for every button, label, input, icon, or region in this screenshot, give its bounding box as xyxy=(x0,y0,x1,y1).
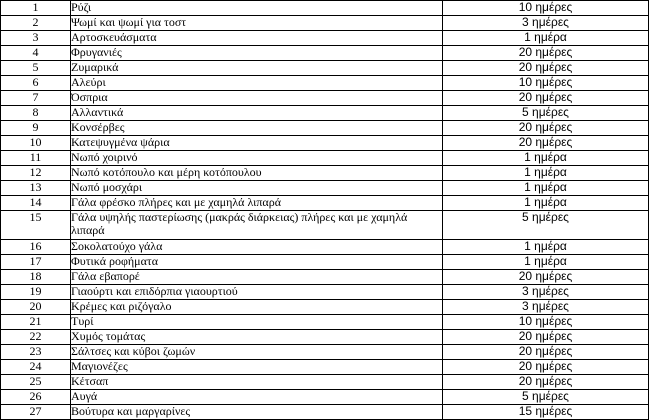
row-number: 19 xyxy=(1,285,71,300)
product-name: Κέτσαπ xyxy=(71,375,443,390)
duration-value: 1 ημέρα xyxy=(443,181,649,196)
product-name: Γάλα εβαπορέ xyxy=(71,270,443,285)
table-row xyxy=(1,360,649,375)
product-name: Αλλαντικά xyxy=(71,106,443,121)
table-row xyxy=(1,136,649,151)
duration-value: 5 ημέρες xyxy=(443,390,649,405)
row-number: 14 xyxy=(1,196,71,211)
row-number: 1 xyxy=(1,1,71,16)
product-name: Νωπό χοιρινό xyxy=(71,151,443,166)
row-number: 25 xyxy=(1,375,71,390)
product-name: Ψωμί και ψωμί για τοστ xyxy=(71,16,443,31)
table-row xyxy=(1,285,649,300)
duration-value: 1 ημέρα xyxy=(443,166,649,181)
table-row xyxy=(1,300,649,315)
duration-value: 3 ημέρες xyxy=(443,285,649,300)
row-number: 18 xyxy=(1,270,71,285)
row-number: 24 xyxy=(1,360,71,375)
duration-value: 3 ημέρες xyxy=(443,16,649,31)
row-number: 13 xyxy=(1,181,71,196)
row-number: 2 xyxy=(1,16,71,31)
duration-value: 10 ημέρες xyxy=(443,1,649,16)
row-number: 7 xyxy=(1,91,71,106)
duration-value: 1 ημέρα xyxy=(443,151,649,166)
table-row xyxy=(1,390,649,405)
product-name: Βούτυρα και μαργαρίνες xyxy=(71,405,443,420)
table-row xyxy=(1,330,649,345)
product-name: Ζυμαρικά xyxy=(71,61,443,76)
table-row xyxy=(1,166,649,181)
table-row xyxy=(1,315,649,330)
product-name: Κρέμες και ριζόγαλο xyxy=(71,300,443,315)
product-name: Χυμός τομάτας xyxy=(71,330,443,345)
row-number: 21 xyxy=(1,315,71,330)
row-number: 12 xyxy=(1,166,71,181)
product-name: Σοκολατούχο γάλα xyxy=(71,240,443,255)
row-number: 20 xyxy=(1,300,71,315)
table-row xyxy=(1,121,649,136)
product-name: Κονσέρβες xyxy=(71,121,443,136)
duration-value: 20 ημέρες xyxy=(443,136,649,151)
row-number: 23 xyxy=(1,345,71,360)
row-number: 9 xyxy=(1,121,71,136)
table-row xyxy=(1,345,649,360)
table-row xyxy=(1,211,649,240)
product-name: Μαγιονέζες xyxy=(71,360,443,375)
duration-value: 1 ημέρα xyxy=(443,255,649,270)
table-row xyxy=(1,255,649,270)
duration-value: 10 ημέρες xyxy=(443,315,649,330)
table-row xyxy=(1,16,649,31)
row-number: 17 xyxy=(1,255,71,270)
duration-value: 10 ημέρες xyxy=(443,76,649,91)
product-name: Σάλτσες και κύβοι ζωμών xyxy=(71,345,443,360)
table-row xyxy=(1,375,649,390)
row-number: 11 xyxy=(1,151,71,166)
row-number: 8 xyxy=(1,106,71,121)
row-number: 27 xyxy=(1,405,71,420)
table-row xyxy=(1,181,649,196)
table-row xyxy=(1,91,649,106)
product-name: Γάλα φρέσκο πλήρες και με χαμηλά λιπαρά xyxy=(71,196,443,211)
duration-value: 20 ημέρες xyxy=(443,330,649,345)
duration-value: 20 ημέρες xyxy=(443,121,649,136)
table-row xyxy=(1,1,649,16)
duration-value: 20 ημέρες xyxy=(443,375,649,390)
table-row xyxy=(1,31,649,46)
duration-value: 15 ημέρες xyxy=(443,405,649,420)
table-row xyxy=(1,61,649,76)
row-number: 10 xyxy=(1,136,71,151)
product-name: Φρυγανιές xyxy=(71,46,443,61)
product-name: Νωπό μοσχάρι xyxy=(71,181,443,196)
duration-value: 1 ημέρα xyxy=(443,196,649,211)
duration-value: 20 ημέρες xyxy=(443,360,649,375)
table-row xyxy=(1,405,649,420)
row-number: 6 xyxy=(1,76,71,91)
product-name: Όσπρια xyxy=(71,91,443,106)
row-number: 26 xyxy=(1,390,71,405)
duration-value: 5 ημέρες xyxy=(443,106,649,121)
row-number: 3 xyxy=(1,31,71,46)
product-name: Αρτοσκευάσματα xyxy=(71,31,443,46)
product-name: Κατεψυγμένα ψάρια xyxy=(71,136,443,151)
duration-value: 5 ημέρες xyxy=(443,211,649,240)
product-name: Αυγά xyxy=(71,390,443,405)
duration-value: 3 ημέρες xyxy=(443,300,649,315)
table-row xyxy=(1,76,649,91)
table-body xyxy=(1,1,649,420)
duration-value: 20 ημέρες xyxy=(443,91,649,106)
product-name: Γάλα υψηλής παστερίωσης (μακράς διάρκειας) πλήρες και με χαμηλά λιπαρά xyxy=(71,211,443,240)
product-name: Γιαούρτι και επιδόρπια γιαουρτιού xyxy=(71,285,443,300)
duration-value: 1 ημέρα xyxy=(443,31,649,46)
table-row xyxy=(1,106,649,121)
table-row xyxy=(1,151,649,166)
row-number: 16 xyxy=(1,240,71,255)
table-row xyxy=(1,196,649,211)
row-number: 4 xyxy=(1,46,71,61)
product-name: Αλεύρι xyxy=(71,76,443,91)
product-name: Φυτικά ροφήματα xyxy=(71,255,443,270)
row-number: 5 xyxy=(1,61,71,76)
duration-value: 20 ημέρες xyxy=(443,46,649,61)
product-name: Τυρί xyxy=(71,315,443,330)
table-row xyxy=(1,240,649,255)
row-number: 22 xyxy=(1,330,71,345)
table-row xyxy=(1,46,649,61)
table-row xyxy=(1,270,649,285)
row-number: 15 xyxy=(1,211,71,240)
duration-value: 20 ημέρες xyxy=(443,61,649,76)
product-name: Νωπό κοτόπουλο και μέρη κοτόπουλου xyxy=(71,166,443,181)
duration-value: 20 ημέρες xyxy=(443,345,649,360)
product-name: Ρύζι xyxy=(71,1,443,16)
duration-value: 20 ημέρες xyxy=(443,270,649,285)
duration-value: 1 ημέρα xyxy=(443,240,649,255)
